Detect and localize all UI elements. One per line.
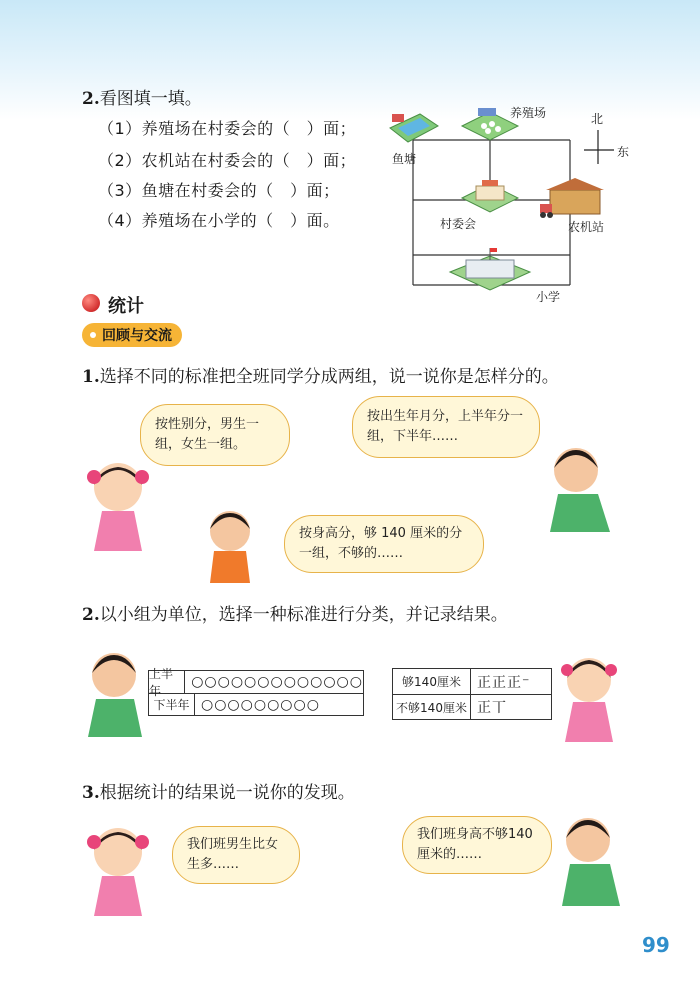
map-label-fish-pond: 鱼塘 xyxy=(392,152,417,166)
tally-value: 正正正⁻ xyxy=(477,674,531,691)
q1-bubble-birth: 按出生年月分，上半年分一组，下半年…… xyxy=(352,396,540,458)
q3-bubble-boys: 我们班男生比女生多…… xyxy=(172,826,300,884)
tally-label: 上半年 xyxy=(149,671,185,693)
compass-north-label: 北 xyxy=(591,112,604,126)
q1-bubble-gender: 按性别分，男生一组，女生一组。 xyxy=(140,404,290,466)
girl-figure-3-icon xyxy=(80,820,155,920)
tally-label: 不够140厘米 xyxy=(393,695,471,719)
compass-east-label: 东 xyxy=(617,145,630,159)
q1-bubble-height: 按身高分，够 140 厘米的分一组，不够的…… xyxy=(284,515,484,573)
village-committee-icon xyxy=(462,180,518,212)
boy-figure-3-icon xyxy=(78,645,148,740)
q1-text: 1.选择不同的标准把全班同学分成两组，说一说你是怎样分的。 xyxy=(82,367,559,387)
boy-figure-1-icon xyxy=(540,440,625,535)
tally-row xyxy=(149,667,363,698)
tally-row xyxy=(393,669,551,694)
pill-dot-icon xyxy=(90,332,96,338)
q2-text: 2.以小组为单位，选择一种标准进行分类，并记录结果。 xyxy=(82,605,508,625)
boy-figure-2-icon xyxy=(200,505,260,585)
tally-value: 正丅 xyxy=(477,700,507,716)
q2-top-title: 2.看图填一填。 xyxy=(82,89,202,109)
tally-value: ○○○○○○○○○○○○○ xyxy=(191,674,363,690)
tally-row xyxy=(149,693,363,715)
fish-pond-icon xyxy=(390,114,438,142)
tally-table-height xyxy=(392,668,552,720)
section-bullet-icon xyxy=(82,294,100,312)
machine-station-icon xyxy=(540,178,604,218)
village-map xyxy=(380,100,650,310)
map-label-school: 小学 xyxy=(536,290,561,304)
tally-table-birth xyxy=(148,667,364,716)
tally-label: 下半年 xyxy=(149,694,195,715)
review-pill xyxy=(82,323,182,347)
map-label-village-committee: 村委会 xyxy=(440,217,477,231)
q2-top-item-3: （3）鱼塘在村委会的（ ）面； xyxy=(98,181,340,200)
school-icon xyxy=(450,248,530,290)
q2-top-item-2: （2）农机站在村委会的（ ）面； xyxy=(98,151,357,170)
q2-top-item-1: （1）养殖场在村委会的（ ）面； xyxy=(98,119,357,138)
review-pill-label: 回顾与交流 xyxy=(102,328,172,344)
tally-value: ○○○○○○○○○ xyxy=(201,696,320,713)
map-label-farm: 养殖场 xyxy=(510,106,547,120)
tally-row xyxy=(393,694,551,719)
q2-top-item-4: （4）养殖场在小学的（ ）面。 xyxy=(98,211,340,230)
tally-label: 够140厘米 xyxy=(393,669,471,694)
section-title: 统计 xyxy=(108,296,144,317)
boy-figure-4-icon xyxy=(552,810,627,910)
compass-icon xyxy=(584,130,614,164)
girl-figure-2-icon xyxy=(555,650,625,745)
map-label-machine-station: 农机站 xyxy=(568,220,605,234)
page-number: 99 xyxy=(642,933,670,957)
girl-figure-icon xyxy=(80,455,160,555)
q3-bubble-height: 我们班身高不够140厘米的…… xyxy=(402,816,552,874)
q3-text: 3.根据统计的结果说一说你的发现。 xyxy=(82,783,355,803)
